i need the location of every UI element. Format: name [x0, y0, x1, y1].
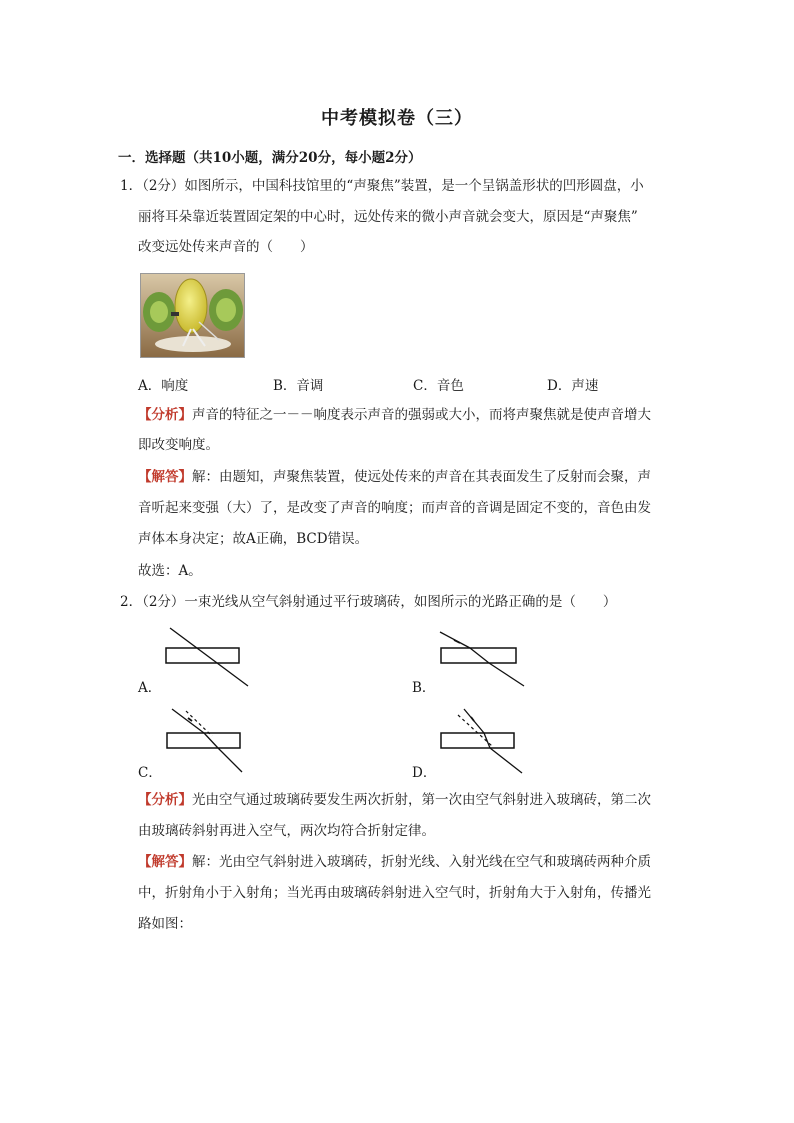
q1-option-b: B．音调 [273, 378, 324, 394]
q2-option-d: D． [412, 765, 437, 781]
q1-analysis-text: 声音的特征之一－－响度表示声音的强弱或大小，而将声聚焦就是使声音增大 [192, 407, 651, 423]
q1-choice: 故选：A。 [138, 563, 202, 579]
section-heading: 一．选择题（共10小题，满分20分，每小题2分） [118, 150, 422, 166]
q1-analysis-line-2: 即改变响度。 [138, 437, 219, 453]
q2-answer-line-2: 中，折射角小于入射角；当光再由玻璃砖斜射进入空气时，折射角大于入射角，传播光 [138, 885, 651, 901]
q1-line-3: 改变远处传来声音的（ ） [138, 239, 314, 255]
q2-answer [138, 852, 651, 872]
q1-analysis [138, 405, 651, 425]
q2-analysis-line-2: 由玻璃砖斜射再进入空气，两次均符合折射定律。 [138, 823, 435, 839]
answer-tag: 【解答】 [138, 854, 192, 870]
q2-answer-line-3: 路如图： [138, 916, 192, 932]
q1-line-2: 丽将耳朵靠近装置固定架的中心时，远处传来的微小声音就会变大，原因是“声聚焦” [138, 209, 638, 225]
q1-answer-line-3: 声体本身决定；故A正确，BCD错误。 [138, 531, 369, 547]
answer-tag: 【解答】 [138, 469, 192, 485]
diagram-b [434, 630, 529, 688]
q1-option-d: D．声速 [547, 378, 599, 394]
q2-analysis-text: 光由空气通过玻璃砖要发生两次折射，第一次由空气斜射进入玻璃砖，第二次 [192, 792, 651, 808]
diagram-d [436, 706, 526, 774]
sound-focus-photo [140, 273, 245, 358]
q1-answer-line-2: 音听起来变强（大）了，是改变了声音的响度；而声音的音调是固定不变的，音色由发 [138, 500, 651, 516]
q1-option-a: A．响度 [138, 378, 189, 394]
q2-analysis [138, 790, 651, 810]
analysis-tag: 【分析】 [138, 792, 192, 808]
q2-option-a: A． [138, 680, 162, 696]
q1-option-c: C．音色 [413, 378, 464, 394]
q2-answer-text: 解：光由空气斜射进入玻璃砖，折射光线、入射光线在空气和玻璃砖两种介质 [192, 854, 651, 870]
q1-line-1: 1．（2分）如图所示，中国科技馆里的“声聚焦”装置，是一个呈锅盖形状的凹形圆盘，小 [120, 178, 644, 194]
page-title: 中考模拟卷（三） [321, 108, 473, 129]
diagram-a [160, 624, 255, 690]
q2-option-b: B． [412, 680, 436, 696]
q2-line-1: 2．（2分）一束光线从空气斜射通过平行玻璃砖，如图所示的光路正确的是（ ） [120, 594, 617, 610]
q1-answer-text: 解：由题知，声聚焦装置，使远处传来的声音在其表面发生了反射而会聚，声 [192, 469, 651, 485]
q1-answer [138, 467, 651, 487]
diagram-c [160, 706, 250, 774]
q2-option-c: C． [138, 765, 162, 781]
analysis-tag: 【分析】 [138, 407, 192, 423]
